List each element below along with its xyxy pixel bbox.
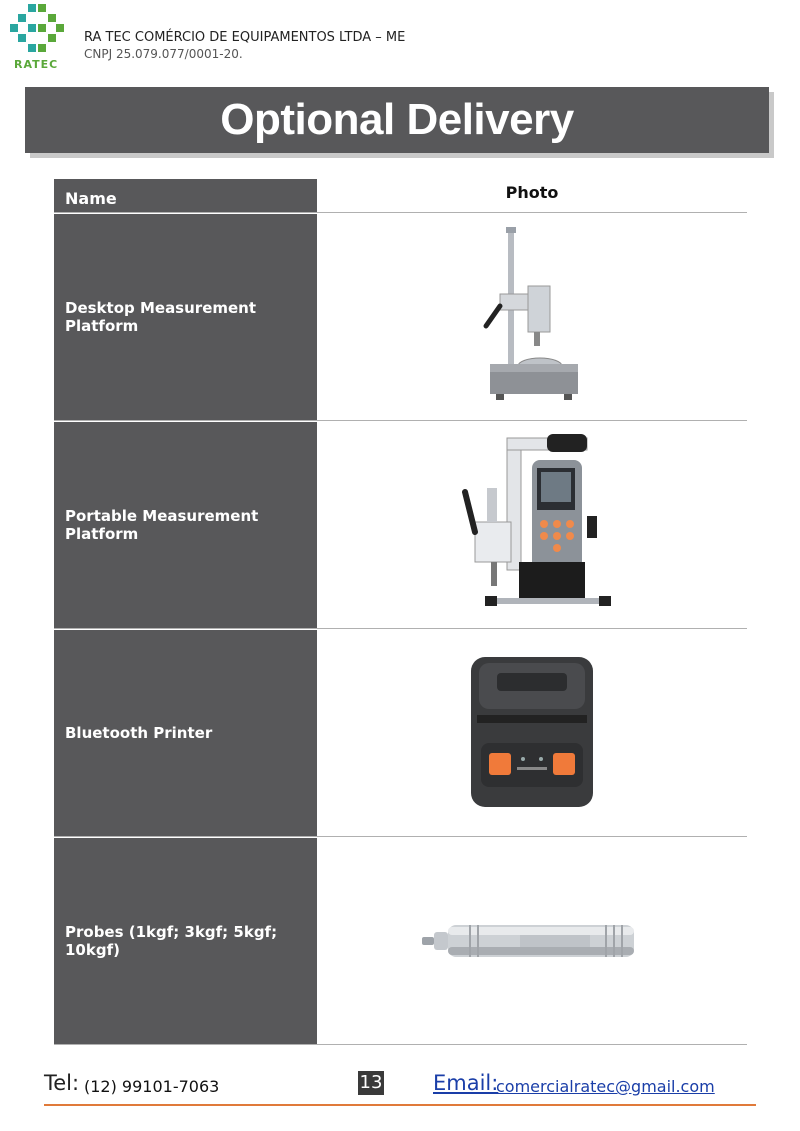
desktop-platform-image [482,224,582,409]
table-header-row [54,179,747,213]
portable-platform-image [447,432,617,617]
row-name-text: Portable Measurement Platform [65,507,259,543]
row-name-text: Probes (1kgf; 3kgf; 5kgf; 10kgf) [65,923,278,959]
table-row [54,421,747,629]
tel-label: Tel: [44,1071,80,1095]
row-name-text: Desktop Measurement Platform [65,299,257,335]
page-title: Optional Delivery [220,95,574,144]
optional-delivery-table [54,179,747,1045]
company-cnpj: CNPJ 25.079.077/0001-20. [84,47,243,61]
row-name-text: Bluetooth Printer [65,724,213,742]
email-label[interactable]: Email: [433,1071,499,1095]
company-name: RA TEC COMÉRCIO DE EQUIPAMENTOS LTDA – ME [84,30,406,45]
page-header [8,2,508,72]
row-photo [317,213,747,420]
title-banner [25,87,769,153]
row-photo [317,421,747,628]
table-row [54,213,747,421]
email-link[interactable]: comercialratec@gmail.com [496,1077,715,1096]
tel-value: (12) 99101-7063 [84,1077,220,1096]
header-name: Name [54,179,317,212]
row-name [54,421,317,628]
logo-wordmark: RATEC [14,58,59,71]
footer-divider [44,1104,756,1106]
bluetooth-printer-image [467,653,597,813]
page-number: 13 [359,1072,383,1093]
header-photo: Photo [505,183,559,202]
row-photo [317,629,747,836]
probe-image [420,919,644,963]
table-row [54,629,747,837]
row-name [54,213,317,420]
row-name [54,837,317,1044]
table-row [54,837,747,1045]
row-photo [317,837,747,1044]
row-name [54,629,317,836]
page-footer [44,1068,756,1108]
